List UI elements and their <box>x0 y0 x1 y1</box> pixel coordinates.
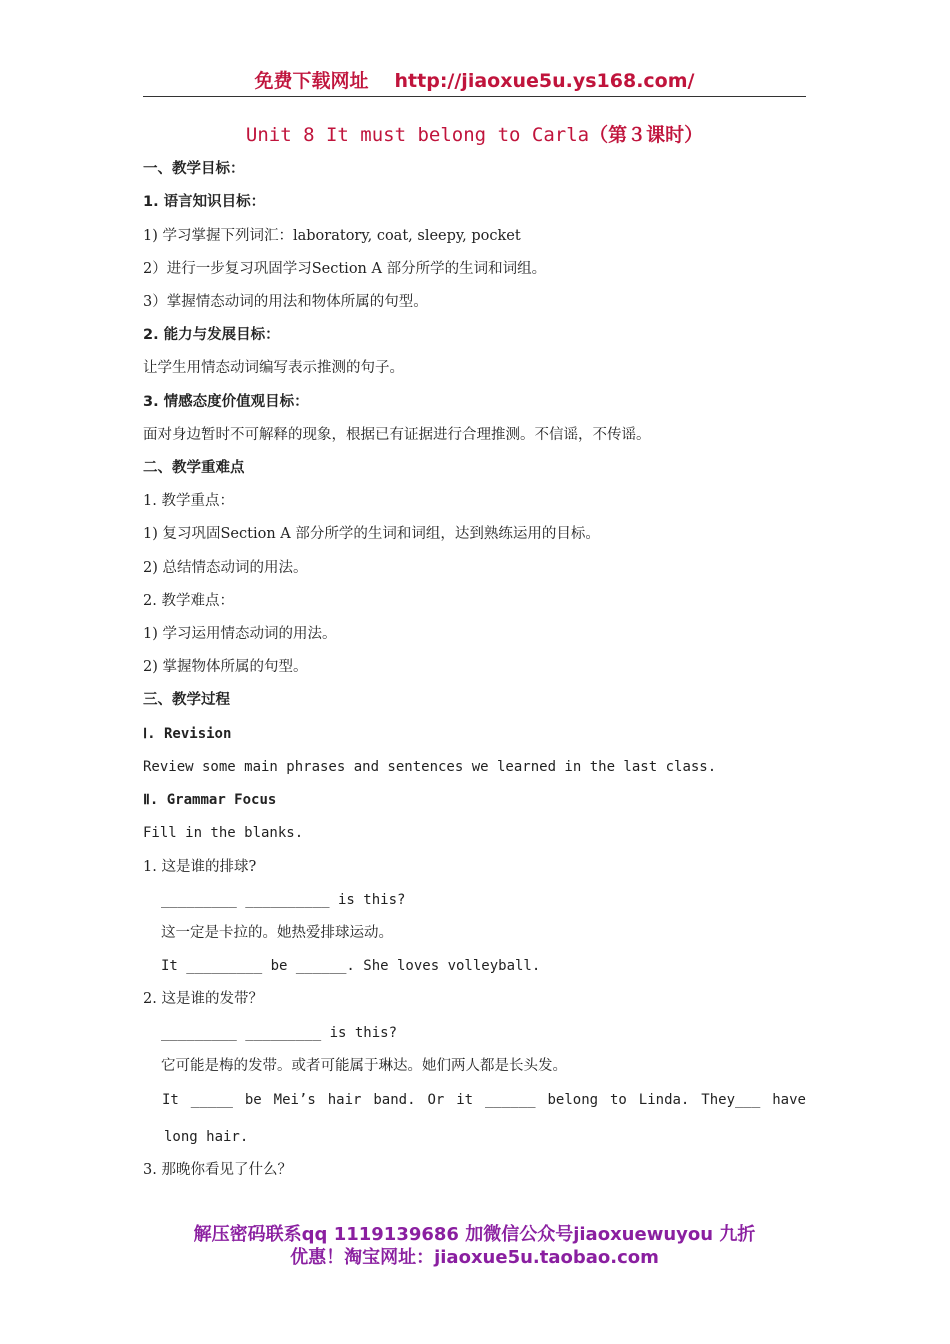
blank: _____ <box>190 1092 233 1108</box>
footer-line-2: 优惠！淘宝网址：jiaoxue5u.taobao.com <box>290 1247 659 1268</box>
title-main: Unit 8 It must belong to Carla <box>245 124 590 146</box>
subsection-heading: 2. 教学难点： <box>143 593 234 609</box>
step-heading: Ⅰ. Revision <box>143 726 232 742</box>
paragraph: Review some main phrases and sentences we learned in the last class. <box>143 759 717 775</box>
header-url-link[interactable]: http://jiaoxue5u.ys168.com/ <box>394 70 695 92</box>
question: 1. 这是谁的排球? <box>143 859 257 875</box>
fill-blank-line-justified <box>162 1090 806 1110</box>
list-item: 2）进行一步复习巩固学习Section A 部分所学的生词和词组。 <box>143 261 547 277</box>
paragraph: 让学生用情态动词编写表示推测的句子。 <box>143 360 404 376</box>
paragraph: 面对身边暂时不可解释的现象，根据已有证据进行合理推测。不信谣，不传谣。 <box>143 427 651 443</box>
list-item: 1) 学习运用情态动词的用法。 <box>143 626 337 642</box>
fill-blank-line: It _________ be ______. She loves volleyball. <box>161 958 541 974</box>
translation-line: 这一定是卡拉的。她热爱排球运动。 <box>161 925 393 941</box>
list-item: 3）掌握情态动词的用法和物体所属的句型。 <box>143 294 428 310</box>
word: Or <box>427 1092 445 1108</box>
word: They___ <box>701 1092 761 1108</box>
translation-line: 它可能是梅的发带。或者可能属于琳达。她们两人都是长头发。 <box>161 1058 567 1074</box>
document-title <box>143 120 806 147</box>
subsection-heading: 1. 教学重点： <box>143 493 234 509</box>
subsection-heading: 2. 能力与发展目标： <box>143 327 280 343</box>
subsection-heading: 1. 语言知识目标： <box>143 194 266 210</box>
question: 3. 那晚你看见了什么？ <box>143 1162 292 1178</box>
word: band. <box>373 1092 416 1108</box>
paragraph: Fill in the blanks. <box>143 825 304 841</box>
question: 2. 这是谁的发带？ <box>143 991 263 1007</box>
word: it <box>456 1092 474 1108</box>
list-item: 2) 总结情态动词的用法。 <box>143 560 308 576</box>
footer-line-1: 解压密码联系qq 1119139686 加微信公众号jiaoxuewuyou 九折 <box>193 1224 756 1245</box>
word: Mei’s <box>273 1092 316 1108</box>
list-item: 2) 掌握物体所属的句型。 <box>143 659 308 675</box>
subsection-heading: 3. 情感态度价值观目标： <box>143 394 309 410</box>
step-heading: Ⅱ. Grammar Focus <box>143 792 277 808</box>
word: to <box>610 1092 627 1108</box>
list-item: 1) 复习巩固Section A 部分所学的生词和词组，达到熟练运用的目标。 <box>143 526 600 542</box>
word: hair <box>327 1092 362 1108</box>
page-header <box>143 66 806 97</box>
word: be <box>244 1092 262 1108</box>
word: have <box>772 1092 806 1108</box>
word: Linda. <box>638 1092 690 1108</box>
fill-blank-line: _________ _________ is this? <box>161 1025 398 1041</box>
fill-blank-line-continued: long hair. <box>164 1129 249 1145</box>
blank: ______ <box>485 1092 536 1108</box>
word: It <box>162 1092 179 1108</box>
list-item: 1) 学习掌握下列词汇：laboratory, coat, sleepy, pocket <box>143 228 521 244</box>
word: belong <box>547 1092 599 1108</box>
header-label: 免费下载网址 <box>254 70 369 92</box>
fill-blank-line: _________ __________ is this? <box>161 892 406 908</box>
section-heading: 二、教学重难点 <box>143 460 245 476</box>
section-heading: 三、教学过程 <box>143 692 230 708</box>
title-lesson: （第３课时） <box>589 124 704 146</box>
section-heading: 一、教学目标： <box>143 161 245 177</box>
